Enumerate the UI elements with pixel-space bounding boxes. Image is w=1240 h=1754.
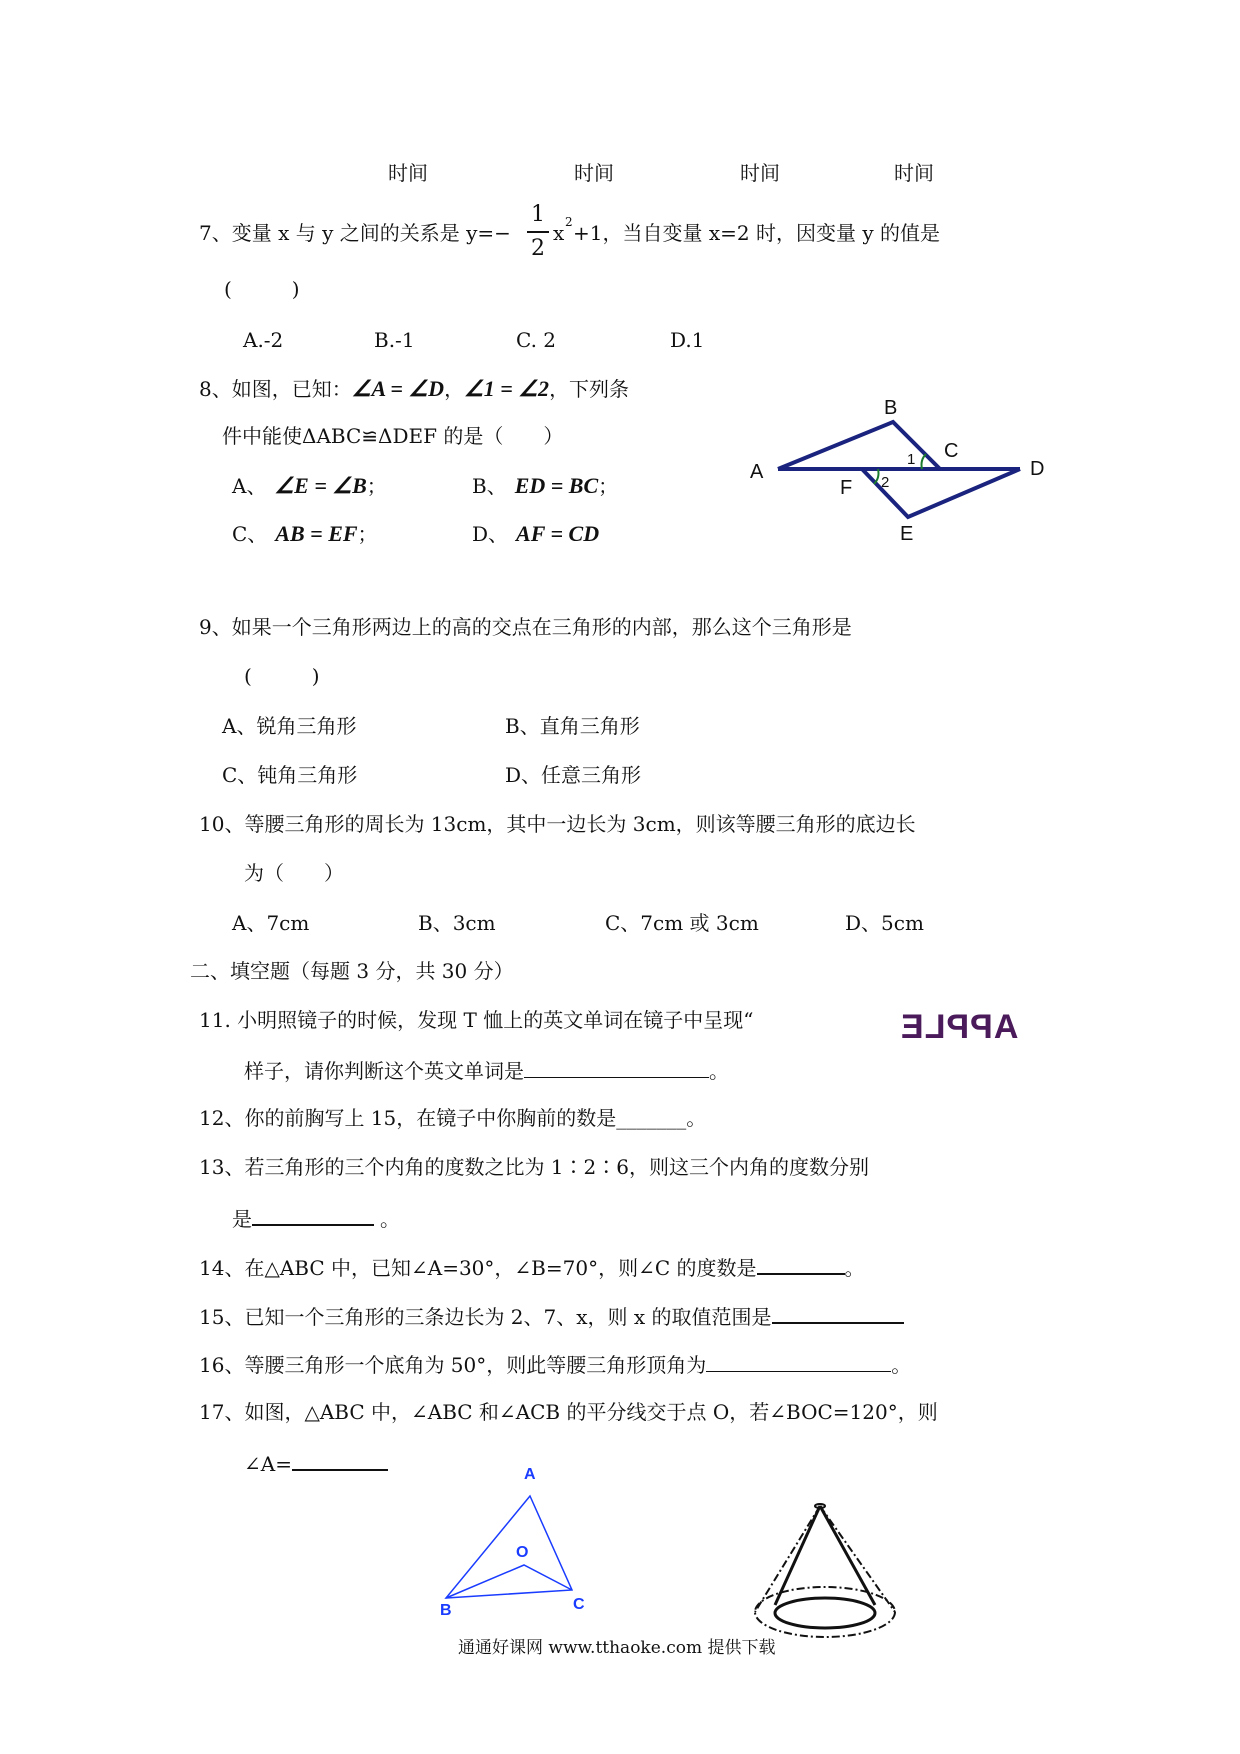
q8-label-f: F	[840, 477, 853, 499]
q8-separator: ，	[444, 377, 465, 401]
q10-option-a: A、7cm	[232, 911, 310, 935]
q7-option-a: A.-2	[243, 328, 284, 352]
time-label-2: 时间	[574, 161, 614, 185]
q8-label-c: C	[944, 440, 959, 462]
q8-label-e: E	[900, 523, 914, 545]
q8-condition-1: ∠A = ∠D	[351, 376, 445, 401]
q8-option-c-end: ；	[357, 522, 378, 546]
q17-label-c: C	[573, 1596, 585, 1613]
q8-option-b-letter: B、	[472, 474, 507, 498]
q8-condition-2: ∠1 = ∠2	[464, 376, 550, 401]
cone-outer-side-right	[820, 1506, 895, 1612]
q9-option-b: B、直角三角形	[505, 714, 640, 738]
q10-option-c: C、7cm 或 3cm	[605, 911, 759, 935]
q8-line1-suffix: ，下列条	[549, 377, 630, 401]
q13-line2-suffix: 。	[380, 1207, 400, 1231]
q17-label-a: A	[524, 1466, 536, 1483]
q14-prefix: 14、在△ABC 中，已知∠A=30°，∠B=70°，则∠C 的度数是	[199, 1256, 757, 1280]
q15-prefix: 15、已知一个三角形的三条边长为 2、7、x，则 x 的取值范围是	[199, 1305, 772, 1329]
q10-option-b: B、3cm	[418, 911, 496, 935]
q8-label-angle-1: 1	[907, 451, 916, 468]
q7-suffix: +1，当自变量 x=2 时，因变量 y 的值是	[573, 221, 940, 245]
q9-option-d: D、任意三角形	[505, 763, 642, 787]
q14-suffix: 。	[844, 1256, 865, 1280]
q17-line1: 17、如图，△ABC 中，∠ABC 和∠ACB 的平分线交于点 O，若∠BOC=120°，则	[199, 1400, 938, 1424]
q7-frac-denominator: 2	[531, 236, 545, 261]
q12-answer-blank[interactable]: _______	[616, 1106, 687, 1130]
q10-text: 10、等腰三角形的周长为 13cm，其中一边长为 3cm，则该等腰三角形的底边长	[199, 812, 916, 836]
q8-line2: 件中能使ΔABC≌ΔDEF 的是（ ）	[222, 424, 564, 448]
q7-superscript: 2	[565, 215, 573, 229]
q8-option-a-letter: A、	[232, 474, 267, 498]
q17-label-b: B	[440, 1602, 452, 1619]
q8-option-c-expr: AB = EF	[275, 521, 358, 546]
q8-option-b-expr: ED = BC	[514, 473, 599, 498]
q11-line2-prefix: 样子，请你判断这个英文单词是	[244, 1059, 524, 1083]
q8-option-c-letter: C、	[232, 522, 268, 546]
time-label-1: 时间	[388, 161, 428, 185]
q8-label-d: D	[1030, 458, 1045, 480]
cone-side-right	[820, 1506, 875, 1605]
q11-line2-suffix: 。	[709, 1059, 729, 1083]
q10-line2: 为（ ）	[244, 861, 344, 885]
q8-label-a: A	[750, 461, 764, 483]
cone-outer-side-left	[755, 1506, 820, 1612]
q9-option-c: C、钝角三角形	[222, 763, 358, 787]
q12-suffix: 。	[686, 1106, 707, 1130]
q8-option-a-end: ；	[366, 474, 387, 498]
q7-option-b: B.-1	[374, 328, 415, 352]
q7-prefix: 7、变量 x 与 y 之间的关系是 y=−	[199, 221, 511, 245]
q9-text: 9、如果一个三角形两边上的高的交点在三角形的内部，那么这个三角形是	[199, 615, 852, 639]
q8-option-d-letter: D、	[472, 522, 509, 546]
section-2-heading: 二、填空题（每题 3 分，共 30 分）	[190, 959, 514, 983]
q8-option-b-end: ；	[598, 474, 619, 498]
q8-label-b: B	[884, 397, 898, 419]
q8-label-angle-2: 2	[881, 474, 890, 491]
q13-line2-prefix: 是	[232, 1207, 252, 1231]
cone-base-ellipse	[775, 1598, 875, 1628]
q11-mirror-word: APPLE	[900, 1008, 1019, 1046]
q7-var-x: x	[553, 221, 565, 245]
footer-text: 通通好课网 www.tthaoke.com 提供下载	[458, 1638, 776, 1658]
q8-option-a-expr: ∠E = ∠B	[274, 473, 367, 498]
q7-frac-numerator: 1	[531, 202, 545, 227]
cone-side-left	[775, 1506, 820, 1605]
q17-line2-prefix: ∠A=	[244, 1452, 292, 1476]
q11-line1: 11. 小明照镜子的时候，发现 T 恤上的英文单词在镜子中呈现“	[199, 1008, 754, 1032]
time-label-3: 时间	[740, 161, 780, 185]
q7-option-d: D.1	[670, 328, 705, 352]
q17-label-o: O	[516, 1544, 529, 1561]
q7-option-c: C. 2	[516, 328, 557, 352]
q9-option-a: A、锐角三角形	[222, 714, 357, 738]
q8-option-d-expr: AF = CD	[516, 521, 600, 546]
time-label-4: 时间	[894, 161, 934, 185]
q8-line1-prefix: 8、如图，已知：	[199, 377, 352, 401]
q10-option-d: D、5cm	[845, 911, 924, 935]
q12-prefix: 12、你的前胸写上 15，在镜子中你胸前的数是	[199, 1106, 617, 1130]
q16-suffix: 。	[891, 1353, 912, 1377]
q16-prefix: 16、等腰三角形一个底角为 50°，则此等腰三角形顶角为	[199, 1353, 707, 1377]
q9-answer-paren: ( )	[244, 664, 320, 688]
q13-line1: 13、若三角形的三个内角的度数之比为 1∶2∶6，则这三个内角的度数分别	[199, 1155, 869, 1179]
q7-answer-paren: ( )	[224, 277, 300, 301]
